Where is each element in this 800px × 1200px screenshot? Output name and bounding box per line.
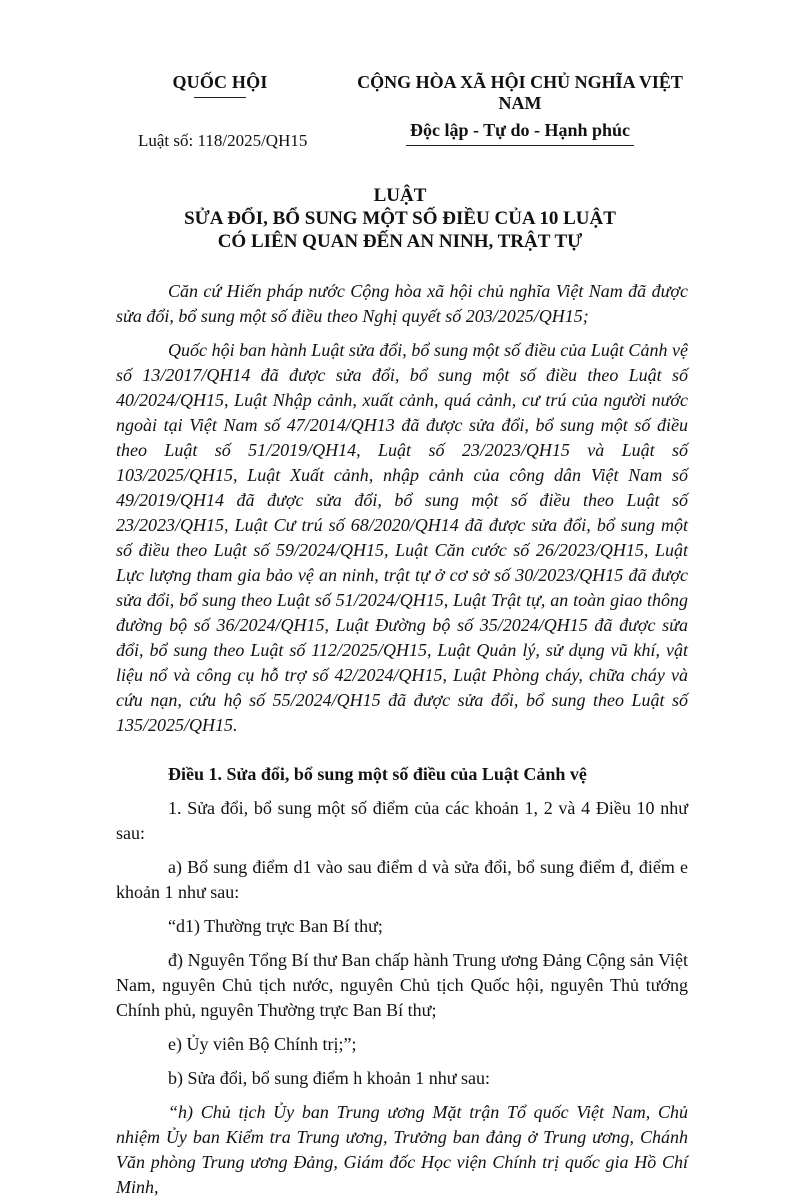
title-line-3: CÓ LIÊN QUAN ĐẾN AN NINH, TRẬT TỰ [217, 231, 583, 252]
article-paragraph: đ) Nguyên Tổng Bí thư Ban chấp hành Trung ương Đảng Cộng sản Việt Nam, nguyên Chủ tịch nước, nguyên Chủ tịch Quốc hội, nguyên Thủ tướng Chính phủ, nguyên Thường trực Ban Bí thư; [116, 950, 688, 1020]
motto: Độc lập - Tự do - Hạnh phúc [409, 120, 631, 140]
national-header [345, 72, 695, 146]
organ-name: QUỐC HỘI [172, 72, 268, 92]
article-1-heading: Điều 1. Sửa đổi, bổ sung một số điều của Luật Cảnh vệ [168, 764, 587, 784]
preamble-legal-basis: Căn cứ Hiến pháp nước Cộng hòa xã hội chủ nghĩa Việt Nam đã được sửa đổi, bổ sung một số điều theo Nghị quyết số 203/2025/QH15; [116, 281, 688, 326]
article-paragraph: 1. Sửa đổi, bổ sung một số điểm của các khoản 1, 2 và 4 Điều 10 như sau: [116, 798, 688, 843]
preamble-enactment: Quốc hội ban hành Luật sửa đổi, bổ sung một số điều của Luật Cảnh vệ số 13/2017/QH14 đã được sửa đổi, bổ sung một số điều theo Luật số 40/2024/QH15, Luật Nhập cảnh, xuất cảnh, quá cảnh, cư trú của người nước ngoài tại Việt Nam số 47/2014/QH13 đã được sửa đổi, bổ sung một số điều theo Luật số 51/2019/QH14, Luật số 23/2023/QH15 và Luật số 103/2025/QH15, Luật Xuất cảnh, nhập cảnh của công dân Việt Nam số 49/2019/QH14 đã được sửa đổi, bổ sung một số điều theo Luật số 23/2023/QH15, Luật Cư trú số 68/2020/QH14 đã được sửa đổi, bổ sung một số điều theo Luật số 59/2024/QH15, Luật Căn cước số 26/2023/QH15, Luật Lực lượng tham gia bảo vệ an ninh, trật tự ở cơ sở số 30/2023/QH15 đã được sửa đổi, bổ sung theo Luật số 51/2024/QH15, Luật Trật tự, an toàn giao thông đường bộ số 36/2024/QH15, Luật Đường bộ số 35/2024/QH15 đã được sửa đổi, bổ sung theo Luật số 112/2025/QH15, Luật Quản lý, sử dụng vũ khí, vật liệu nổ và công cụ hỗ trợ số 42/2024/QH15, Luật Phòng cháy, chữa cháy và cứu nạn, cứu hộ số 55/2024/QH15 đã được sửa đổi, bổ sung theo Luật số 135/2025/QH15. [116, 340, 688, 735]
article-paragraph: “d1) Thường trực Ban Bí thư; [168, 916, 383, 936]
article-paragraph: b) Sửa đổi, bổ sung điểm h khoản 1 như sau: [168, 1068, 490, 1088]
article-paragraph: e) Ủy viên Bộ Chính trị;”; [168, 1034, 357, 1054]
document-title [120, 184, 680, 253]
title-line-1: LUẬT [373, 185, 427, 206]
title-line-2: SỬA ĐỔI, BỔ SUNG MỘT SỐ ĐIỀU CỦA 10 LUẬT [184, 208, 616, 229]
motto-underline [406, 145, 634, 146]
nation-name: CỘNG HÒA XÃ HỘI CHỦ NGHĨA VIỆT NAM [357, 72, 683, 113]
article-paragraph: “h) Chủ tịch Ủy ban Trung ương Mặt trận Tổ quốc Việt Nam, Chủ nhiệm Ủy ban Kiểm tra Trung ương, Trưởng ban đảng ở Trung ương, Chánh Văn phòng Trung ương Đảng, Giám đốc Học viện Chính trị quốc gia Hồ Chí Minh, [116, 1102, 688, 1197]
article-paragraph: a) Bổ sung điểm d1 vào sau điểm d và sửa đổi, bổ sung điểm đ, điểm e khoản 1 như sau: [116, 857, 688, 902]
document-body [116, 279, 688, 1200]
issuing-organ [150, 72, 290, 98]
law-number: Luật số: 118/2025/QH15 [138, 131, 308, 150]
organ-underline [194, 97, 246, 98]
